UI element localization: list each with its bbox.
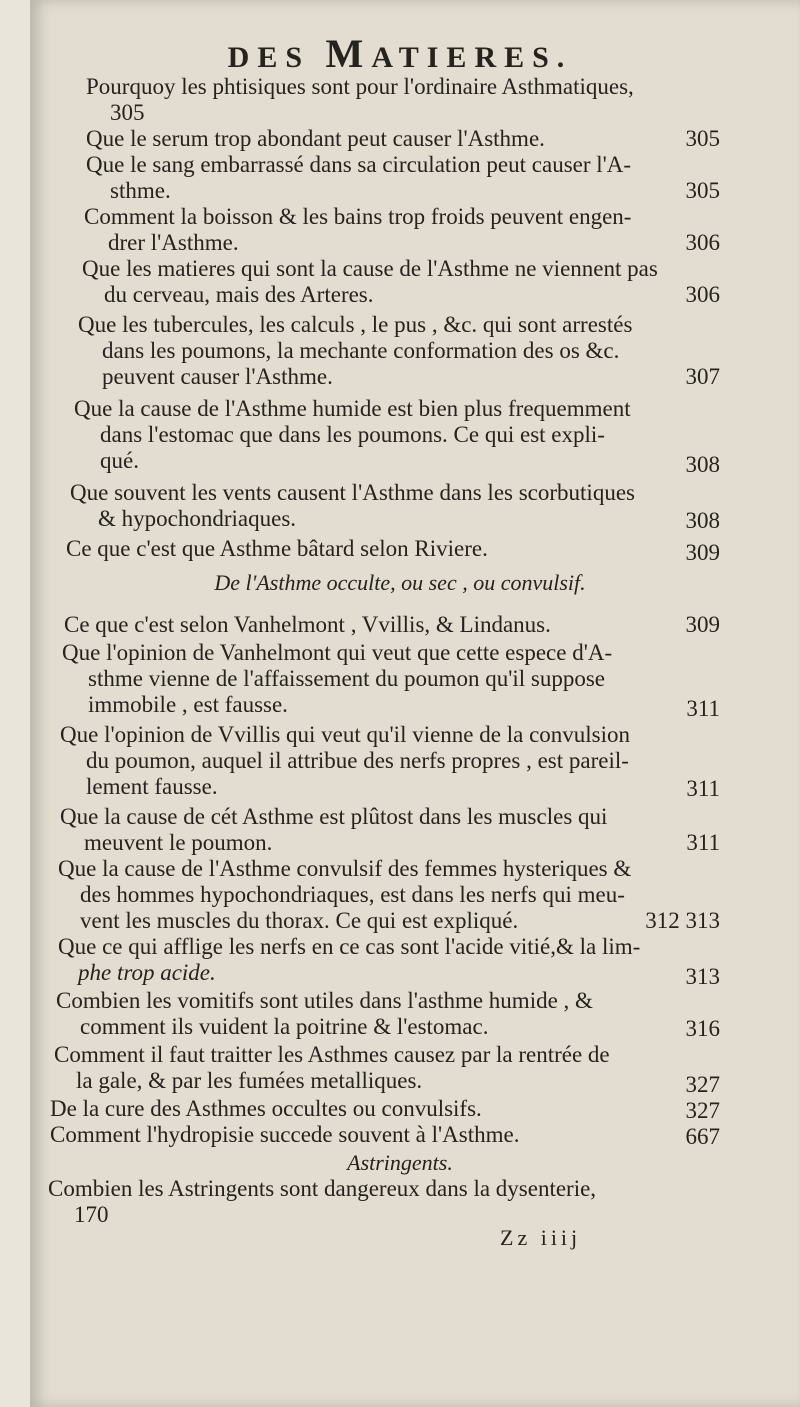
- entry-line: 305: [110, 100, 145, 125]
- entry-line: comment ils vuident la poitrine & l'estomac.: [80, 1014, 489, 1039]
- entry-line: Que l'opinion de Vvillis qui veut qu'il vienne de la convulsion: [60, 722, 631, 747]
- entry-page: 327: [685, 1072, 720, 1097]
- page-header: [30, 30, 770, 77]
- entry-line: phe trop acide.: [78, 960, 216, 985]
- entry-line: De la cure des Asthmes occultes ou convulsifs.: [50, 1096, 482, 1121]
- header-part: ES: [257, 41, 326, 74]
- entry-line: peuvent causer l'Asthme.: [102, 364, 333, 389]
- entry-line: Que souvent les vents causent l'Asthme dans les scorbutiques: [70, 480, 635, 505]
- entry-line: Ce que c'est que Asthme bâtard selon Riviere.: [66, 536, 488, 561]
- entry-line: des hommes hypochondriaques, est dans les nerfs qui meu-: [80, 882, 625, 907]
- book-page: [30, 0, 800, 1407]
- header-capital: M: [325, 31, 372, 76]
- entry-line: drer l'Asthme.: [108, 230, 239, 255]
- entry-line: Que les tubercules, les calculs , le pus , &c. qui sont arrestés: [78, 312, 633, 337]
- entry-page: 316: [685, 1016, 720, 1041]
- entry-page: 311: [686, 830, 720, 855]
- entry-line: Comment la boisson & les bains trop froids peuvent engen-: [84, 204, 632, 229]
- entry-page: 305: [685, 126, 720, 151]
- header-initial: D: [227, 41, 258, 74]
- section-heading: Astringents.: [347, 1150, 453, 1175]
- entry-page: 308: [685, 508, 720, 533]
- entry-line: Comment il faut traitter les Asthmes causez par la rentrée de: [54, 1042, 610, 1067]
- entry-line: du cerveau, mais des Arteres.: [104, 282, 374, 307]
- entry-line: & hypochondriaques.: [98, 506, 297, 531]
- entry-page: 327: [685, 1098, 720, 1123]
- entry-page: 312 313: [645, 908, 720, 933]
- entry-line: Que l'opinion de Vanhelmont qui veut que cette espece d'A-: [62, 640, 613, 665]
- entry-line: vent les muscles du thorax. Ce qui est expliqué.: [80, 908, 519, 933]
- entry-line: meuvent le poumon.: [84, 830, 273, 855]
- entry-line: Combien les vomitifs sont utiles dans l'asthme humide , &: [56, 988, 593, 1013]
- entry-line: qué.: [100, 448, 139, 473]
- entry-line: dans les poumons, la mechante conformation des os &c.: [102, 338, 620, 363]
- entry-page: 309: [685, 540, 720, 565]
- entry-line: du poumon, auquel il attribue des nerfs propres , est pareil-: [86, 748, 629, 773]
- entry-page: 306: [685, 230, 720, 255]
- entry-page: 313: [685, 964, 720, 989]
- entry-page: 311: [686, 696, 720, 721]
- entry-line: Que le serum trop abondant peut causer l'Asthme.: [86, 126, 545, 151]
- entry-line: Pourquoy les phtisiques sont pour l'ordinaire Asthmatiques,: [86, 74, 634, 99]
- entry-line: 170: [74, 1202, 109, 1227]
- entry-line: Que la cause de cét Asthme est plûtost dans les muscles qui: [60, 804, 608, 829]
- entry-line: la gale, & par les fumées metalliques.: [76, 1068, 423, 1093]
- entry-page: 305: [685, 178, 720, 203]
- signature-mark: Zz iiij: [500, 1225, 582, 1250]
- entry-line: Combien les Astringents sont dangereux dans la dysenterie,: [48, 1176, 597, 1201]
- entry-line: sthme vienne de l'affaissement du poumon qu'il suppose: [88, 666, 605, 691]
- entry-page: 307: [685, 364, 720, 389]
- entry-page: 311: [686, 776, 720, 801]
- entry-line: immobile , est fausse.: [88, 692, 288, 717]
- entry-page: 309: [685, 612, 720, 637]
- entry-page: 308: [685, 452, 720, 477]
- entry-page: 667: [685, 1124, 720, 1149]
- entry-page: 306: [685, 282, 720, 307]
- entry-line: Que le sang embarrassé dans sa circulation peut causer l'A-: [86, 152, 632, 177]
- entry-line: dans l'estomac que dans les poumons. Ce qui est expli-: [100, 422, 605, 447]
- entry-line: Que la cause de l'Asthme convulsif des femmes hysteriques &: [58, 856, 632, 881]
- entry-line: Que les matieres qui sont la cause de l'Asthme ne viennent pas: [82, 256, 658, 281]
- entry-line: sthme.: [110, 178, 171, 203]
- section-heading: De l'Asthme occulte, ou sec , ou convulsif.: [214, 570, 586, 595]
- entry-line: Que ce qui afflige les nerfs en ce cas sont l'acide vitié,& la lim-: [58, 934, 641, 959]
- entry-line: Ce que c'est selon Vanhelmont , Vvillis, & Lindanus.: [64, 612, 551, 637]
- header-rest: ATIERES.: [371, 41, 573, 74]
- entry-line: lement fausse.: [86, 774, 218, 799]
- entry-line: Que la cause de l'Asthme humide est bien plus frequemment: [74, 396, 631, 421]
- entry-line: Comment l'hydropisie succede souvent à l'Asthme.: [50, 1122, 520, 1147]
